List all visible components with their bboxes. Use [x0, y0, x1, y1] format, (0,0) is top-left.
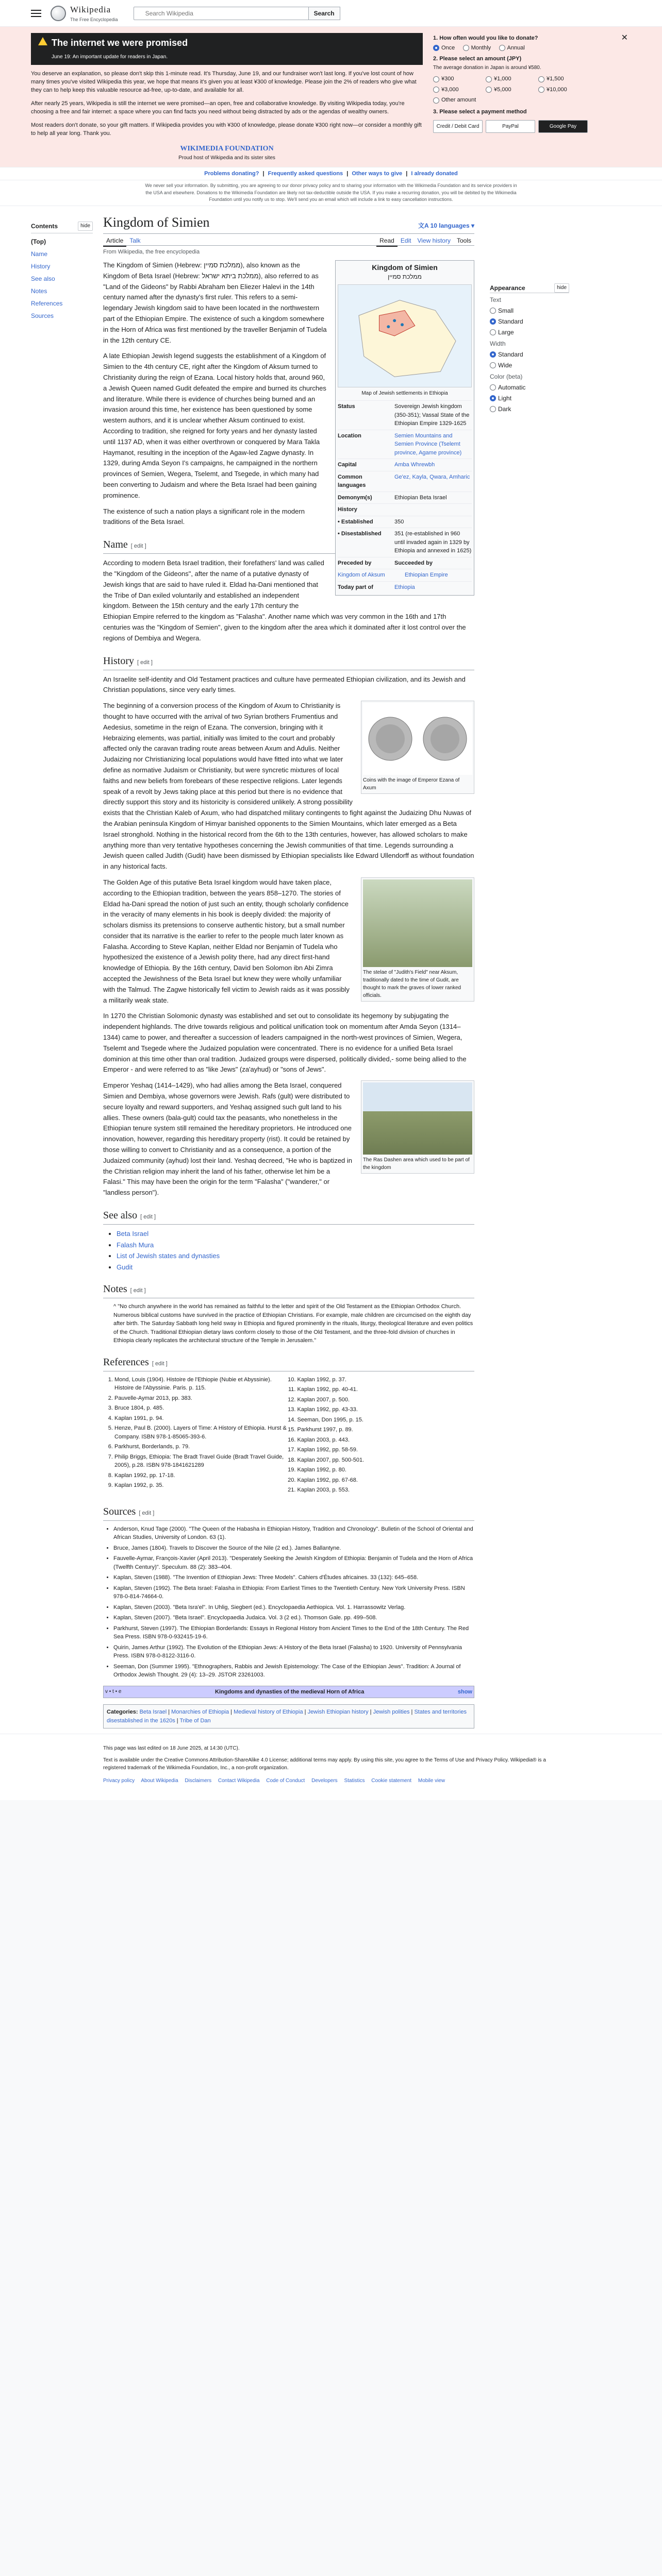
reference-list	[114, 1376, 474, 1495]
infobox-key: Today part of	[338, 584, 373, 590]
wmf-logo: WIKIMEDIA FOUNDATION Proud host of Wikipedia and its sister sites	[178, 144, 275, 161]
ethiopia-map	[338, 285, 471, 387]
categories-label[interactable]: Categories:	[107, 1709, 138, 1716]
banner-title: The internet we were promised	[31, 33, 423, 53]
fundraising-banner	[0, 27, 662, 167]
last-edited: This page was last edited on 18 June 2025, at 14:30 (UTC).	[103, 1745, 240, 1752]
paragraph: Emperor Yeshaq (1414–1429), who had allies among the Beta Israel, conquered Simien and Dembiya, whose governors were Jewish. Rafs (gult) were distributed to secure loyalty and reward supporters, and Yeshaq assigned such gult land to his allies. These owners (bala-gult) could tax the peasants, who nonetheless in the Ethiopian tenure system still remained the hereditary proprietors. He introduced one innovation, however, regarding this hereditary property (rist). It could be retained by those willing to convert to Christianity and as a consequence, a portion of the Judaized community (ayhud) lost their land. Yeshaq decreed, "He who is baptized in the Christian religion may inherit the land of his father, otherwise let him be a Falasi." This may have been the origin for the term "Falasha" ("wanderer," or "landless person").	[103, 1081, 353, 1197]
infobox-value[interactable]: Ethiopia	[394, 584, 415, 590]
amount-option[interactable]: ¥10,000	[538, 86, 588, 94]
banner-paragraph: After nearly 25 years, Wikipedia is still the internet we were promised—an open, free and collaborative knowledge. By visiting Wikipedia today, you're choosing a free and fair internet: a space where you can find facts you need without being distracted by ads or the agendas of wealthy owners.	[31, 100, 405, 115]
footer-link[interactable]: Contact Wikipedia	[218, 1778, 260, 1784]
tab-read[interactable]: Read	[376, 235, 398, 247]
reference-item: 16. Kaplan 2003, p. 443.	[297, 1436, 475, 1445]
stelae-image[interactable]	[363, 879, 472, 967]
color-option[interactable]: Automatic	[490, 383, 569, 392]
edit-section-link[interactable]: [ edit ]	[130, 543, 146, 550]
appearance-title: Appearance	[490, 284, 525, 292]
infobox-value: 351 (re-established in 960 until invaded again in 1329 by Ethiopia and annexed in 1625)	[394, 531, 472, 554]
wikipedia-logo[interactable]	[51, 3, 118, 23]
faq-link[interactable]: Frequently asked questions	[268, 170, 343, 177]
reference-item: 11. Kaplan 1992, pp. 40-41.	[297, 1385, 475, 1394]
category-link[interactable]: Jewish polities	[373, 1709, 410, 1716]
reference-item: 8. Kaplan 1992, pp. 17-18.	[114, 1471, 292, 1480]
infobox-key: Location	[338, 432, 361, 439]
infobox-key: • Established	[338, 518, 373, 525]
footer-link[interactable]: Statistics	[344, 1778, 365, 1784]
infobox-map[interactable]	[338, 284, 472, 387]
tab-tools[interactable]: Tools	[456, 236, 471, 244]
note-item: ^ "No church anywhere in the world has remained as faithful to the letter and spirit of the Old Testament as the Ethiopian Orthodox Church. Numerous biblical customs have survived in the practice of Ethiopian Christians. For example, male children are circumcised on the eighth day after birth. The Saturday Sabbath long held sway in Ethiopia and figured prominently in the rituals, liturgy, theological literature and even politics of the Church. Traditional Ethiopian dietary laws conform closely to those of the Old Testament, and the three-fold division of churches in Ethiopia clearly replicates the architectural structure of the Temple in Jerusalem."	[113, 1303, 473, 1344]
reference-item: 3. Bruce 1804, p. 485.	[114, 1404, 292, 1413]
see-also-link[interactable]: Gudit	[117, 1263, 133, 1271]
coin-icon	[422, 716, 468, 762]
amount-option[interactable]: ¥5,000	[486, 86, 535, 94]
toc-item[interactable]: (Top)	[31, 238, 46, 245]
mountain-image[interactable]	[363, 1082, 472, 1155]
color-option[interactable]: Light	[490, 394, 569, 403]
text-size-label: Text	[490, 296, 502, 303]
source-item: • Kaplan, Steven (2003). "Beta Isra'el". In Uhlig, Siegbert (ed.). Encyclopaedia Aethiopica. Vol. 1. Harrassowitz Verlag.	[113, 1603, 474, 1612]
footer-link[interactable]: About Wikipedia	[141, 1778, 178, 1784]
payment-question: 3. Please select a payment method	[433, 108, 527, 115]
toc-hide-button[interactable]: hide	[78, 222, 93, 231]
see-also-link[interactable]: List of Jewish states and dynasties	[117, 1252, 220, 1260]
figure-caption: The stelae of "Judith's Field" near Aksum, traditionally dated to the time of Gudit, are thought to mark the graves of lower ranked officials.	[363, 969, 461, 998]
edit-section-link[interactable]: [ edit ]	[139, 1510, 155, 1516]
frequency-question: 1. How often would you like to donate?	[433, 35, 538, 41]
site-header	[0, 0, 662, 27]
infobox-value[interactable]: Ge'ez, Kayla, Qwara, Amharic	[394, 473, 470, 480]
edit-section-link[interactable]: [ edit ]	[140, 1214, 156, 1221]
already-donated-link[interactable]: I already donated	[411, 170, 458, 177]
toc-item[interactable]: Notes	[31, 287, 47, 295]
reference-item: 18. Kaplan 2007, pp. 500-501.	[297, 1456, 475, 1465]
tab-article[interactable]: Article	[103, 235, 126, 247]
category-link[interactable]: Beta Israel	[139, 1709, 167, 1716]
figure-caption: The Ras Dashen area which used to be part of the kingdom	[363, 1157, 470, 1171]
reference-item: 6. Parkhurst, Borderlands, p. 79.	[114, 1443, 292, 1451]
toc-item[interactable]: History	[31, 262, 51, 270]
figure-caption: Coins with the image of Emperor Ezana of Axum	[363, 777, 460, 791]
reference-item: 15. Parkhurst 1997, p. 89.	[297, 1426, 475, 1434]
lead-paragraph: A late Ethiopian Jewish legend suggests the establishment of a Kingdom of Simien to the 4th century CE, right after the Kingdom of Aksum turned to Christianity during the reign of Ezana. Local history holds that, around 960, a Jewish Queen named Gudit defeated the empire and burned its churches and literature. While there is evidence of churches being burned and an invasion around this time, her existence has been questioned by some western authors, and it is unclear whether Aksum continued to exist. According to tradition, she reigned for forty years and her dynasty lasted until 1137 AD, when it was either overthrown or conquered by Mara Takla Haymanot, resulting in the inception of the Agaw-led Zagwe dynasty. In 1329, during Amda Seyon I's campaigns, he campaigned in the northern provinces of Semien, Wegera, Tselemt, and Tsegede, in which many had been converting to Judaism and where the Beta Israel had been gaining prominence.	[103, 352, 326, 499]
toc-sidebar	[31, 206, 93, 1734]
text-size-option[interactable]: Large	[490, 328, 569, 337]
toc-title: Contents	[31, 222, 58, 230]
source-item: • Kaplan, Steven (2007). "Beta Israel". Encyclopaedia Judaica. Vol. 3 (2 ed.). Thomson Gale. pp. 499–508.	[113, 1614, 474, 1622]
reference-item: 20. Kaplan 1992, pp. 67-68.	[297, 1476, 475, 1485]
text-size-option[interactable]: Standard	[490, 317, 569, 326]
banner-links: Problems donating? | Frequently asked questions | Other ways to give | I already donated	[0, 167, 662, 181]
category-link[interactable]: Tribe of Dan	[179, 1717, 211, 1724]
infobox-key: Capital	[338, 462, 357, 468]
category-link[interactable]: Jewish Ethiopian history	[307, 1709, 369, 1716]
infobox-map-caption: Map of Jewish settlements in Ethiopia	[361, 391, 448, 397]
width-label: Width	[490, 340, 506, 347]
navbox-title[interactable]: Kingdoms and dynasties of the medieval Horn of Africa	[215, 1688, 365, 1695]
pay-googlepay-button[interactable]: Google Pay	[538, 120, 588, 133]
figure-stelae	[361, 877, 474, 1002]
lead-paragraph: The existence of such a nation plays a significant role in the modern traditions of the Beta Israel.	[103, 507, 305, 526]
reference-item: 10. Kaplan 1992, p. 37.	[297, 1376, 475, 1384]
freq-once[interactable]: Once	[433, 44, 455, 53]
edit-section-link[interactable]: [ edit ]	[137, 659, 153, 666]
warning-icon	[38, 37, 47, 45]
tagline-from: From Wikipedia, the free encyclopedia	[103, 248, 200, 255]
section-heading-notes: Notes [ edit ]	[103, 1281, 474, 1298]
source-item: • Parkhurst, Steven (1997). The Ethiopian Borderlands: Essays in Regional History from Ancient Times to the End of the 18th Century. The Red Sea Press. ISBN 978-0-932415-19-6.	[113, 1624, 474, 1641]
license-text: Text is available under the Creative Commons Attribution-ShareAlike 4.0 License; additional terms may apply. By using this site, you agree to the Terms of Use and Privacy Policy. Wikipedia® is a registered trademark of the Wikimedia Foundation, Inc., a non-profit organization.	[103, 1757, 546, 1771]
navbox-show-button[interactable]: show	[457, 1688, 472, 1695]
width-option[interactable]: Standard	[490, 350, 569, 359]
footer-link[interactable]: Developers	[311, 1778, 338, 1784]
sources-list	[113, 1525, 474, 1680]
footer-link[interactable]: Disclaimers	[185, 1778, 212, 1784]
banner-paragraph: Most readers don't donate, so your gift matters. If Wikipedia provides you with ¥300 of knowledge, please donate ¥300 right now—or consider a monthly gift to help all year long. Thank you.	[31, 122, 422, 137]
figure-ras-dashen	[361, 1080, 474, 1174]
tagline: The Free Encyclopedia	[70, 16, 118, 22]
pay-paypal-button[interactable]: PayPal	[486, 120, 535, 133]
paragraph: According to modern Beta Israel tradition, their forefathers' land was called the "Kingdom of the Gideons", after the name of a putative dynasty of Jewish kings that are said to have ruled it. Eldad ha-Dani mentioned that the Tribe of Dan exiled voluntarily and established an independent kingdom. Between the 15th century and the early 17th century the Ethiopian Empire referred to the kingdom as "Falasha". Another name which was very common in the 16th and 17th centuries was the "Kingdom of Semien", given to the kingdom after the area which it dominated after it lost control over the regions of Dembiya and Wegera.	[103, 559, 466, 642]
reference-item: 5. Henze, Paul B. (2000). Layers of Time: A History of Ethiopia. Hurst & Company. ISBN 978-1-85065-393-6.	[114, 1424, 292, 1441]
edit-section-link[interactable]: [ edit ]	[152, 1360, 168, 1367]
figure-coins	[361, 701, 474, 794]
amount-option[interactable]: ¥1,500	[538, 75, 588, 83]
coin-icon	[367, 716, 413, 762]
source-item: • Anderson, Knud Tage (2000). "The Queen of the Habasha in Ethiopian History, Tradition and Chronology". Bulletin of the School of Oriental and African Studies, University of London. 63 (1).	[113, 1525, 474, 1542]
toc-item[interactable]: See also	[31, 275, 55, 282]
footer-link[interactable]: Cookie statement	[371, 1778, 412, 1784]
section-heading-see-also: See also [ edit ]	[103, 1208, 474, 1225]
donation-form	[433, 33, 588, 162]
globe-icon	[51, 6, 66, 21]
navbox	[103, 1686, 474, 1699]
infobox-value: Sovereign Jewish kingdom (350-351); Vassal State of the Ethiopian Empire 1329-1625	[394, 403, 470, 427]
appearance-panel	[485, 206, 569, 1734]
infobox-key: Succeeded by	[394, 560, 433, 566]
amount-question: 2. Please select an amount (JPY)	[433, 55, 522, 62]
reference-item: 13. Kaplan 1992, pp. 43-33.	[297, 1405, 475, 1414]
article-content	[93, 206, 485, 1734]
privacy-note: We never sell your information. By submitting, you are agreeing to our donor privacy policy and to sharing your information with the Wikimedia Foundation and its service providers in the USA and elsewhere. Donations to the Wikimedia Foundation are likely not tax-deductible outside the USA. If you make a recurring donation, you will be debited by the Wikimedia Foundation until you notify us to stop. We'll send you an email which will include a link to easy cancellation instructions.	[0, 180, 662, 206]
coin-image[interactable]	[363, 703, 472, 775]
tab-talk[interactable]: Talk	[129, 236, 141, 244]
infobox-key: Demonym(s)	[338, 494, 372, 501]
source-item: • Quirin, James Arthur (1992). The Evolution of the Ethiopian Jews: A History of the Beta Israel (Falasha) to 1920. University of Pennsylvania Press. ISBN 978-0-8122-3116-0.	[113, 1643, 474, 1660]
reference-item: 21. Kaplan 2003, p. 553.	[297, 1486, 475, 1495]
infobox-value: Ethiopian Beta Israel	[394, 494, 447, 501]
pay-card-button[interactable]: Credit / Debit Card	[433, 120, 483, 133]
section-heading-history: History [ edit ]	[103, 653, 474, 670]
source-item: • Bruce, James (1804). Travels to Discover the Source of the Nile (2 ed.). James Ballantyne.	[113, 1544, 474, 1553]
section-heading-references: References [ edit ]	[103, 1354, 474, 1371]
category-link[interactable]: Monarchies of Ethiopia	[171, 1709, 229, 1716]
toc-item[interactable]: Name	[31, 250, 48, 258]
text-size-option[interactable]: Small	[490, 306, 569, 315]
paragraph: The beginning of a conversion process of the Kingdom of Axum to Christianity is thought to have occurred with the arrival of two Syrian brothers Frumentius and Aedesius, sometime in the reign of Ezana. The conversion, bringing with it Hebraizing elements, was partial, initially was limited to the court and probably affected only the caravan trading route areas between Axum and Adulis. Neither Judaizing nor Christianizing local populations would have fitted into what we later define as normative Judaism or Christianity, but were syncretic mixtures of local faiths and new beliefs from forebears of these respective religions. Later legends speak of a revolt by Jews taking place at this period but there is no evidence that directly support this story and its historicity is considered unlikely. A strong possibility exists that the Christian Kaleb of Axum, who had dispatched military contingents to fight against the Judaizing Dhu Nuwas of the Arabian peninsula Kingdom of Himyar banished opponents to the Simien Mountains, which later emerged as a Beta Israel stronghold. Nothing in the historical record from the 6th to the 13th centuries, however, has allowed scholars to make anything more than very tentative hypotheses concerning the Jewish communities of that time. Legends surrounding a Jewish queen called Judith (Gudit) have been dismissed by Ethiopian specialists like Edward Ullendorff as without foundation in any historical facts.	[103, 702, 474, 871]
infobox-value[interactable]: Amba Whrewbh	[394, 462, 435, 468]
footer-link[interactable]: Code of Conduct	[266, 1778, 305, 1784]
infobox-key: Common languages	[338, 473, 366, 489]
infobox	[335, 260, 474, 596]
infobox-key: Status	[338, 403, 355, 410]
reference-item: 12. Kaplan 2007, p. 500.	[297, 1396, 475, 1404]
main-menu-icon[interactable]	[31, 10, 41, 17]
toc-item[interactable]: Sources	[31, 312, 54, 319]
toc-item[interactable]: References	[31, 299, 63, 307]
appearance-hide-button[interactable]: hide	[554, 283, 569, 293]
source-item: • Seeman, Don (Summer 1995). "Ethnographers, Rabbis and Jewish Epistemology: The Case of the Ethiopian Jews". Tradition: A Journal of Orthodox Jewish Thought. 29 (4): 13–29. JSTOR 23261003.	[113, 1663, 474, 1680]
infobox-value: 350	[394, 518, 404, 525]
tab-history[interactable]: View history	[417, 236, 451, 244]
paragraph: An Israelite self-identity and Old Testament practices and culture have permeated Ethiopian civilization, and its Jewish and Christian populations, since very early times.	[103, 675, 466, 694]
tab-edit[interactable]: Edit	[400, 236, 411, 244]
amount-option[interactable]: ¥300	[433, 75, 483, 83]
page-footer	[0, 1734, 662, 1800]
navbox-vte[interactable]: v • t • e	[105, 1688, 122, 1694]
wordmark: Wikipedia	[70, 5, 111, 14]
language-button[interactable]: 文A 10 languages ▾	[418, 222, 474, 229]
banner-paragraph: You deserve an explanation, so please don't skip this 1-minute read. It's Thursday, June 19, and our fundraiser won't last long. If you've lost count of how many times you've visited Wikipedia this year, we hope that means it's given you at least ¥300 of knowledge. Please join the 2% of readers who give what they can to help keep this valuable resource ad-free, up-to-date, and available for all.	[31, 71, 417, 93]
close-icon[interactable]: ✕	[621, 33, 628, 42]
edit-section-link[interactable]: [ edit ]	[130, 1287, 146, 1294]
footer-link[interactable]: Privacy policy	[103, 1778, 135, 1784]
reference-item: 4. Kaplan 1991, p. 94.	[114, 1414, 292, 1423]
see-also-link[interactable]: Falash Mura	[117, 1241, 154, 1249]
reference-item: 17. Kaplan 1992, pp. 58-59.	[297, 1446, 475, 1454]
infobox-section: History	[338, 503, 472, 516]
freq-annual[interactable]: Annual	[499, 44, 525, 53]
infobox-value[interactable]: Kingdom of Aksum	[338, 572, 385, 579]
search-input[interactable]	[134, 7, 309, 20]
problems-link[interactable]: Problems donating?	[204, 170, 259, 177]
search-form	[134, 7, 340, 20]
amount-option[interactable]: ¥3,000	[433, 86, 483, 94]
average-note: The average donation in Japan is around ¥580.	[433, 65, 541, 71]
reference-item: 2. Pauvelle-Aymar 2013, pp. 383.	[114, 1394, 292, 1403]
infobox-value[interactable]: Ethiopian Empire	[405, 572, 448, 579]
reference-item: 14. Seeman, Don 1995, p. 15.	[297, 1416, 475, 1425]
source-item: • Kaplan, Steven (1988). "The Invention of Ethiopian Jews: Three Models". Cahiers d'Études africaines. 33 (132): 645–658.	[113, 1573, 474, 1582]
infobox-value[interactable]: Semien Mountains and Semien Province (Tselemt province, Agame province)	[394, 432, 462, 456]
amount-other[interactable]: Other amount	[433, 96, 483, 105]
other-ways-link[interactable]: Other ways to give	[352, 170, 403, 177]
section-heading-name: Name [ edit ]	[103, 537, 474, 554]
reference-item: 7. Philip Briggs, Ethiopia: The Bradt Travel Guide (Bradt Travel Guide, 2005), p.28. ISBN 978-1841621289	[114, 1453, 292, 1470]
footer-link[interactable]: Mobile view	[418, 1778, 445, 1784]
reference-item: 1. Mond, Louis (1904). Histoire de l'Ethiopie (Nubie et Abyssinie). Histoire de l'Abyssinie. Paris. p. 115.	[114, 1376, 292, 1393]
amount-option[interactable]: ¥1,000	[486, 75, 535, 83]
see-also-link[interactable]: Beta Israel	[117, 1230, 149, 1238]
reference-item: 9. Kaplan 1992, p. 35.	[114, 1481, 292, 1490]
paragraph: In 1270 the Christian Solomonic dynasty was established and set out to consolidate its hegemony by subjugating the independent highlands. The drive towards religious and political unification took on momentum after Amda Seyon (1314–1344) came to power, and thereafter a succession of leaders campaigned in the north-west provinces of Simien, Wegera, Tselemt and Tsegede where the Judaized population were concentrated. There is no evidence for a unified Beta Israel dominion at this time other than oral tradition. Judaized groups were dispersed, politically divided,- some being allied to the Emperor - and were referred to as "like Jews" (za'ayhud) or "sons of Jews".	[103, 1012, 467, 1074]
category-link[interactable]: Medieval history of Ethiopia	[234, 1709, 303, 1716]
reference-item: 19. Kaplan 1992, p. 80.	[297, 1466, 475, 1475]
section-heading-sources: Sources [ edit ]	[103, 1504, 474, 1521]
source-item: • Kaplan, Steven (1992). The Beta Israel: Falasha in Ethiopia: From Earliest Times to the Twentieth Century. New York University Press. ISBN 978-0-814-74664-0.	[113, 1584, 474, 1601]
paragraph: The Golden Age of this putative Beta Israel kingdom would have taken place, according to the Ethiopian tradition, between the years 858–1270. The stories of Eldad ha-Dani spread the notion of just such an entity, though scholarly confidence in the veracity of many elements in his book is deeply divided: the majority of scholars dismiss its pretensions to conserve authentic history, but a small number consider that its narrative is the earlier to refer to the people much later known as Falasha. According to Steve Kaplan, neither Eldad nor Benjamin of Tudela who hypothesized the existence of a Jewish polity there, had any direct first-hand knowledge of Ethiopia. By the 16th century, David ben Solomon ibn Abi Zimra accepted the Jewishness of the Beta Israel but knew they were wholly unfamiliar with the Talmud. The Zagwe historically fell victim to Jewish raids as it was possibly a militarily weak state.	[103, 878, 350, 1004]
width-option[interactable]: Wide	[490, 361, 569, 370]
search-button[interactable]: Search	[309, 7, 340, 20]
categories-box: Categories: Beta Israel | Monarchies of Ethiopia | Medieval history of Ethiopia | Jewish Ethiopian history | Jewish polities | States and territories disestablished in the 1620s | Tribe of Dan	[103, 1704, 474, 1728]
lead-paragraph: The Kingdom of Simien (Hebrew: ממלכת סמיין), also known as the Kingdom of Beta Israel (Hebrew: ממלכת ביתא ישראל), also referred to as "Land of the Gideons" by Rabbi Abraham ben Eliezer Halevi in the 14th century named after the dynasty's first ruler. This refers to a semi-legendary Jewish kingdom said to have been located in the northwestern part of the Ethiopian Empire. The existence of such a kingdom somewhere in the Horn of Africa was first mentioned by the traveller Benjamin of Tudela in the 12th century CE.	[103, 261, 327, 344]
banner-subtitle: June 19: An important update for readers in Japan.	[31, 53, 423, 65]
color-label: Color (beta)	[490, 372, 523, 380]
page-title: Kingdom of Simien 文A 10 languages ▾	[103, 212, 474, 234]
infobox-key: • Disestablished	[338, 531, 382, 537]
infobox-native-name: ממלכת סמיין	[388, 273, 422, 281]
freq-monthly[interactable]: Monthly	[463, 44, 491, 53]
source-item: • Fauvelle-Aymar, François-Xavier (April 2013). "Desperately Seeking the Jewish Kingdom of Ethiopia: Benjamin of Tudela and the Horn of Africa (Twelfth Century)". Speculum. 88 (2): 383–404.	[113, 1554, 474, 1571]
infobox-key: Preceded by	[338, 560, 372, 566]
category-link[interactable]: States and territories disestablished in the 1620s	[107, 1709, 467, 1724]
infobox-title: Kingdom of Simien	[372, 263, 438, 272]
color-option[interactable]: Dark	[490, 404, 569, 414]
